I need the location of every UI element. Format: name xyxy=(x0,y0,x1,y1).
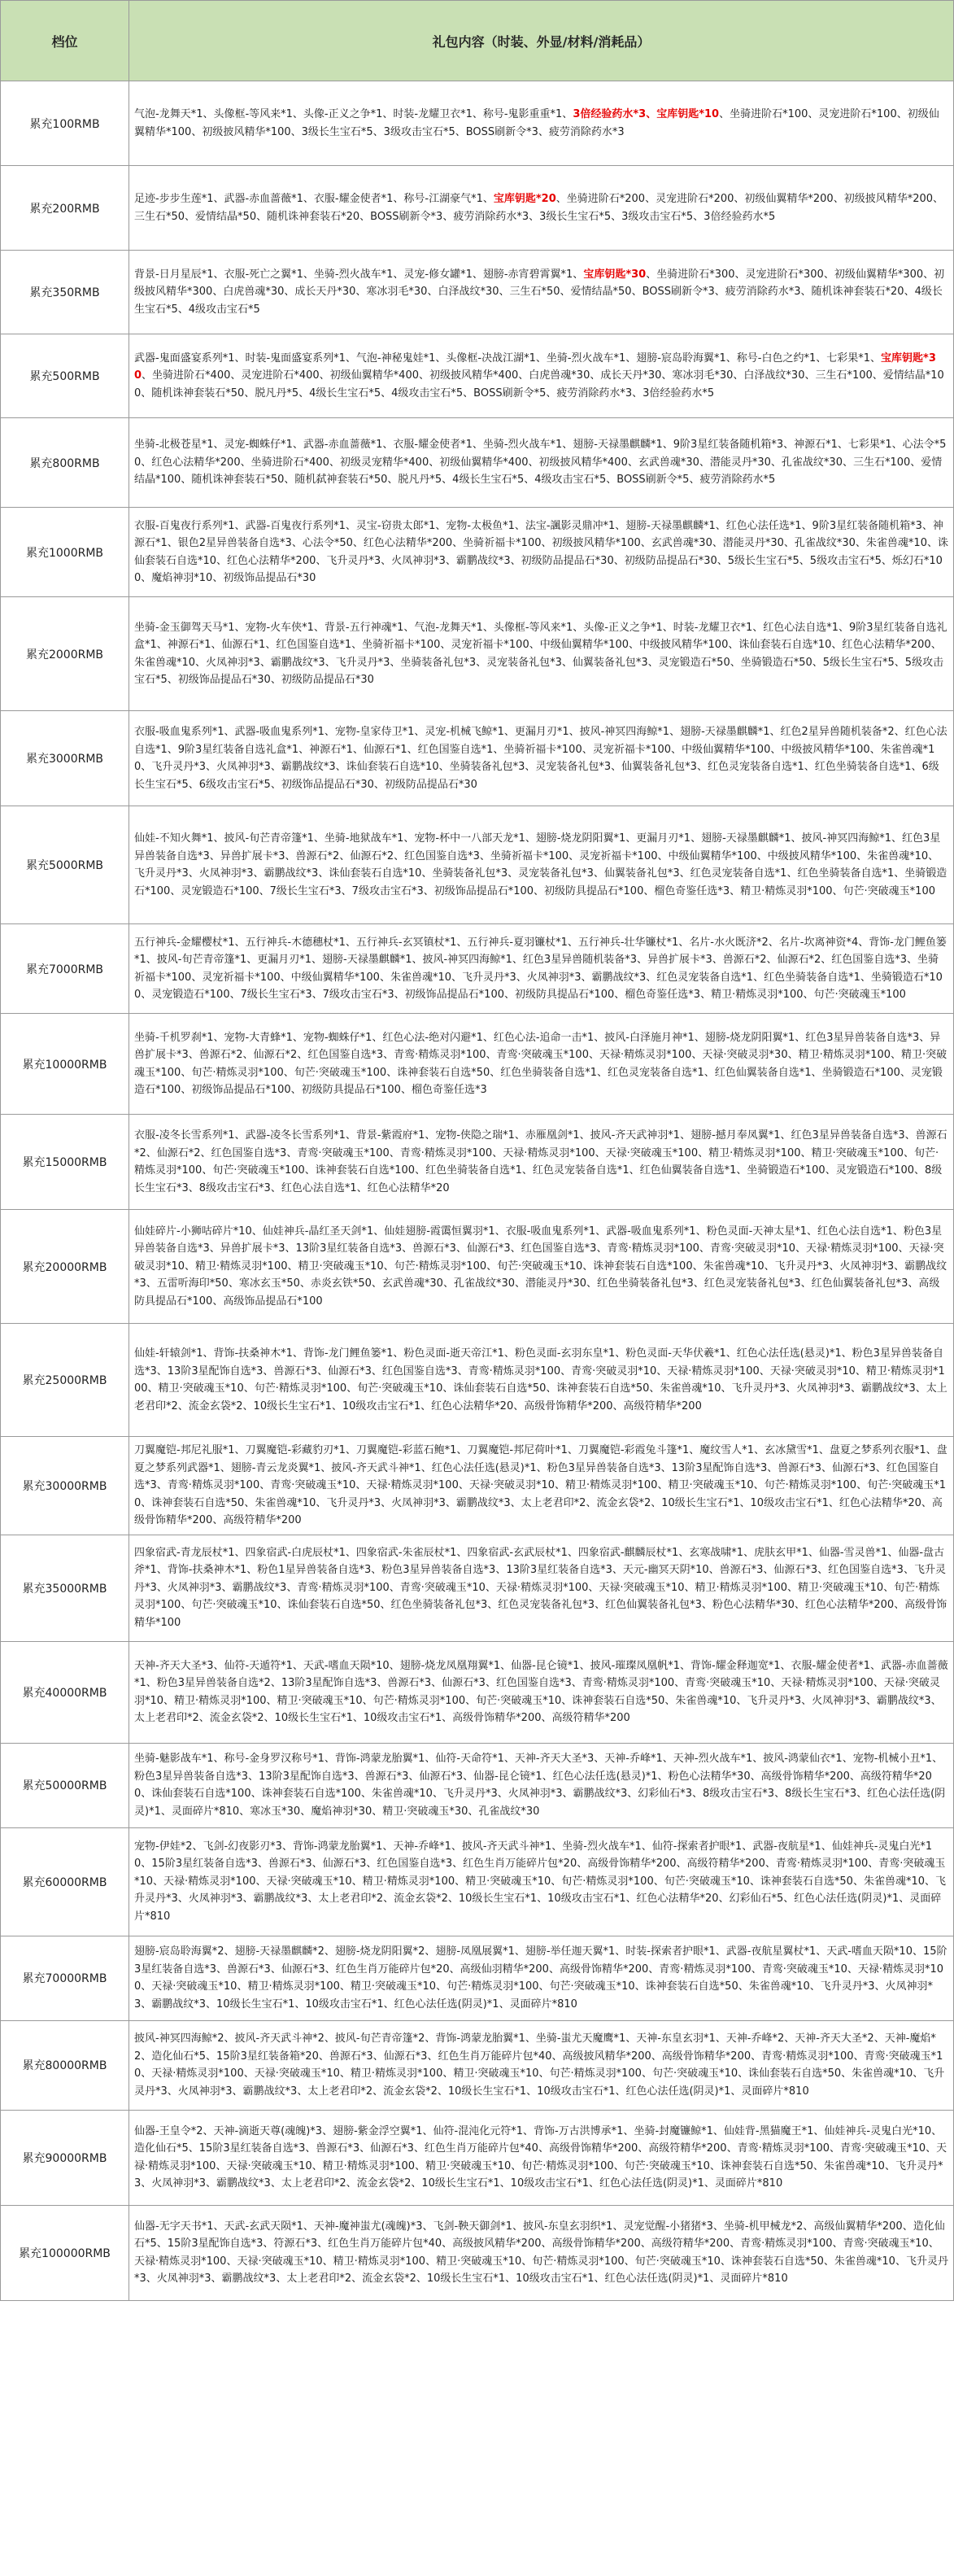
content-cell: 仙娃-轩辕剑*1、背饰-扶桑神木*1、背饰-龙门鲤鱼篓*1、粉色灵面-逝天帝江*1、粉色灵面-玄羽东皇*1、粉色灵面-天华伏羲*1、红色心法任选(悬灵)*1、粉色3星异兽装备自选*3、13阶3星配饰自选*3、兽源石*3、仙源石*3、红色国鉴自选*3、青鸾·精炼灵羽*100、青鸾·突破灵羽*10、天禄·精炼灵羽*100、天禄·突破灵羽*10、精卫·精炼灵羽*100、精卫·突破魂玉*10、句芒·精炼灵羽*100、旬芒·突破魂玉*10、诛仙套装石自选*50、诛神套装石自选*50、朱雀兽魂*10、飞升灵丹*3、火凤神羽*3、霸鹏战纹*3、太上老君印*2、流金玄袋*2、10级长生宝石*1、10级攻击宝石*1、红色心法精华*20、高级骨饰精华*200、高级符精华*200 xyxy=(129,1324,954,1437)
table-row xyxy=(1,166,954,251)
content-cell: 披风-神冥四海鲸*2、披风-齐天武斗神*2、披风-旬芒青帝篷*2、背饰-鸿蒙龙胎翼*1、坐骑-蚩尤天魔鹰*1、天神-东皇玄羽*1、天神-乔峰*2、天神-齐天大圣*2、天神-魔焰*2、造化仙石*5、15阶3星红装备箱*20、兽源石*3、仙源石*3、红色生肖万能碎片包*40、高级披风精华*200、高级骨饰精华*200、青鸾·精炼灵羽*100、青鸾·突破魂玉*10、天禄·精炼灵羽*100、天禄·突破魂玉*10、精卫·精炼灵羽*100、精卫·突破魂玉*10、句芒·精炼灵羽*100、句芒·突破魂玉*10、诛仙套装石自选*50、朱雀兽魂*10、飞升灵丹*3、火凤神羽*3、霸鹏战纹*3、太上老君印*2、流金玄袋*2、10级长生宝石*1、10级攻击宝石*1、红色心法任选(阴灵)*1、灵面碎片*810 xyxy=(129,2020,954,2110)
table-row xyxy=(1,1014,954,1115)
highlight-text: 3倍经验药水*3、宝库钥匙*10 xyxy=(573,108,720,120)
tier-cell: 累充350RMB xyxy=(1,251,129,334)
tier-cell: 累充800RMB xyxy=(1,418,129,508)
content-cell: 背景-日月星辰*1、衣服-死亡之翼*1、坐骑-烈火战车*1、灵宠-修女罐*1、翅膀-赤宵碧霄翼*1、宝库钥匙*30、坐骑进阶石*300、灵宠进阶石*300、初级仙翼精华*300、初级披风精华*300、白虎兽魂*30、成长天丹*30、寒冰羽毛*30、白泽战纹*30、三生石*50、爱情结晶*50、BOSS刷新令*3、疲劳消除药水*3、随机诛神套装石*20、4级长生宝石*5、4级攻击宝石*5 xyxy=(129,251,954,334)
tier-cell: 累充5000RMB xyxy=(1,806,129,924)
table-row xyxy=(1,1324,954,1437)
tier-cell: 累充60000RMB xyxy=(1,1827,129,1936)
tier-cell: 累充500RMB xyxy=(1,334,129,418)
table-row xyxy=(1,1210,954,1324)
tier-cell: 累充30000RMB xyxy=(1,1437,129,1535)
tier-cell: 累充100RMB xyxy=(1,81,129,166)
table-row xyxy=(1,2020,954,2110)
tier-cell: 累充50000RMB xyxy=(1,1743,129,1827)
tier-cell: 累充200RMB xyxy=(1,166,129,251)
content-cell: 衣服-百鬼夜行系列*1、武器-百鬼夜行系列*1、灵宝-窃贵太郎*1、宠物-太极鱼*1、法宝-諷影灵鼎冲*1、翅膀-天禄墨麒麟*1、红色心法任选*1、9阶3星红装备随机箱*3、神源石*1、银色2星异兽装备自选*3、心法令*50、红色心法精华*200、坐骑祈福卡*100、初级披风精华*100、玄武兽魂*30、潜能灵丹*30、孔雀战纹*30、朱雀兽魂*10、诛仙套装石自选*10、红色心法精华*200、飞升灵丹*3、火凤神羽*3、霸鹏战纹*3、初级防品提品石*30、初级防品提品石*30、5级长生宝石*5、5级攻击宝石*5、烁幻石*100、魔焰神羽*10、初级饰品提品石*30 xyxy=(129,508,954,597)
tier-cell: 累充90000RMB xyxy=(1,2110,129,2205)
highlight-text: 宝库钥匙*20 xyxy=(493,193,556,205)
content-cell: 宠物-伊娃*2、飞剑-幻夜影刃*3、背饰-鸿蒙龙胎翼*1、天神-乔峰*1、披风-齐天武斗神*1、坐骑-烈火战车*1、仙符-探索者护眼*1、武器-夜航星*1、仙娃神兵-灵鬼白光*10、15阶3星红装备自选*3、兽源石*3、仙源石*3、红色国鉴自选*3、红色生肖万能碎片包*20、高级骨饰精华*200、高级符精华*200、青鸾·精炼灵羽*100、青鸾·突破魂玉*10、天禄·精炼灵羽*100、天禄·突破魂玉*10、精卫·精炼灵羽*100、精卫·突破魂玉*10、旬芒·精炼灵羽*100、旬芒·突破魂玉*10、诛神套装石自选*50、朱雀兽魂*10、飞升灵丹*3、火凤神羽*3、霸鹏战纹*3、太上老君印*2、流金玄袋*2、10级长生宝石*1、10级攻击宝石*1、红色心法精华*20、幻彩仙石*5、红色心法任选(阴灵)*1、灵面碎片*810 xyxy=(129,1827,954,1936)
content-cell: 坐骑-魅影战车*1、称号-金身罗汉称号*1、背饰-鸿蒙龙胎翼*1、仙符-天命符*1、天神-齐天大圣*3、天神-乔峰*1、天神-烈火战车*1、披风-鸿蒙仙衣*1、宠物-机械小丑*1、粉色3星异兽装备自选*3、13阶3星配饰自选*3、兽源石*3、仙源石*3、仙器-昆仑镜*1、红色心法任选(悬灵)*1、粉色心法精华*30、高级骨饰精华*200、高级符精华*200、诛仙套装石自选*100、诛神套装石自选*100、朱雀兽魂*10、飞升灵丹*3、火凤神羽*3、霸鹏战纹*3、幻彩仙石*3、8级攻击宝石*3、8级长生宝石*3、红色心法任选(阴灵)*1、灵面碎片*810、寒冰玉*30、魔焰神羽*30、精卫·突破魂玉*30、孔雀战纹*30 xyxy=(129,1743,954,1827)
tier-cell: 累充15000RMB xyxy=(1,1115,129,1210)
table-row xyxy=(1,924,954,1014)
tier-cell: 累充2000RMB xyxy=(1,597,129,711)
table-row xyxy=(1,334,954,418)
content-cell: 天神-齐天大圣*3、仙符-天遁符*1、天武-嗜血天陨*10、翅膀-烧龙凤凰翔翼*1、仙器-昆仑镜*1、披风-璀璨凤凰帆*1、背饰-耀金释迦宽*1、衣服-耀金使者*1、武器-赤血蔷薇*1、粉色3星异兽装备自选*2、13阶3星配饰自选*3、兽源石*3、仙源石*3、红色国鉴自选*3、青鸾·精炼灵羽*100、青鸾·突破魂玉*10、天禄·精炼灵羽*100、天禄·突破灵羽*10、精卫·精炼灵羽*100、精卫·突破魂玉*10、句芒·精炼灵羽*100、旬芒·突破魂玉*10、诛神套装石自选*50、朱雀兽魂*10、飞升灵丹*3、火凤神羽*3、霸鹏战纹*3、太上老君印*2、流金玄袋*2、10级长生宝石*1、10级攻击宝石*1、高级骨饰精华*200、高级符精华*200 xyxy=(129,1641,954,1743)
table-row xyxy=(1,1437,954,1535)
header-tier: 档位 xyxy=(1,1,129,81)
table-row xyxy=(1,418,954,508)
tier-cell: 累充10000RMB xyxy=(1,1014,129,1115)
tier-cell: 累充7000RMB xyxy=(1,924,129,1014)
tier-cell: 累充70000RMB xyxy=(1,1936,129,2020)
highlight-text: 宝库钥匙*30 xyxy=(134,351,936,382)
highlight-text: 宝库钥匙*30 xyxy=(583,268,647,281)
table-row xyxy=(1,2205,954,2300)
table-row xyxy=(1,1743,954,1827)
table-row xyxy=(1,2110,954,2205)
content-cell: 仙娃-不知火舞*1、披风-旬芒青帝篷*1、坐骑-地狱战车*1、宠物-杯中一八部天龙*1、翅膀-烧龙阴阳翼*1、更漏月刃*1、翅膀-天禄墨麒麟*1、披风-神冥四海鲸*1、红色3星异兽装备自选*3、异兽扩展卡*3、兽源石*2、仙源石*2、红色国鉴自选*3、坐骑祈福卡*100、灵宠祈福卡*100、中级仙翼精华*100、中级披风精华*100、朱雀兽魂*10、飞升灵丹*3、火凤神羽*3、霸鹏战纹*3、诛仙套装石自选*10、坐骑装备礼包*3、灵宠装备礼包*3、仙翼装备礼包*3、红色灵宠装备自选*1、红色坐骑装备自选*1、坐骑锻造石*100、灵宠锻造石*100、7级长生宝石*3、7级攻击宝石*3、初级饰品提品石*100、初级防具提品石*100、榴色奇鉴任选*3、精卫·精炼灵羽*100、句芒·突破魂玉*100 xyxy=(129,806,954,924)
tier-cell: 累充100000RMB xyxy=(1,2205,129,2300)
content-cell: 仙器-无字天书*1、天武-玄武天陨*1、天神-魔神蚩尤(魂魄)*3、飞剑-鞅天御剑*1、披风-东皇玄羽织*1、灵宠觉醒-小猪猪*3、坐骑-机甲械龙*2、高级仙翼精华*200、造化仙石*5、15阶3星配饰自选*3、符源石*3、红色生肖万能碎片包*40、高级披风精华*200、高级骨饰精华*200、高级符精华*200、青鸾·精炼灵羽*100、青鸾·突破魂玉*10、天禄·精炼灵羽*100、天禄·突破魂玉*10、精卫·精炼灵羽*100、精卫·突破魂玉*10、旬芒·精炼灵羽*100、旬芒·突破魂玉*10、诛神套装石自选*50、朱雀兽魂*10、飞升灵丹*3、火凤神羽*3、霸鹏战纹*3、太上老君印*2、流金玄袋*2、10级长生宝石*1、10级攻击宝石*1、红色心法任选(阴灵)*1、灵面碎片*810 xyxy=(129,2205,954,2300)
table-row xyxy=(1,1827,954,1936)
content-cell: 足迹-步步生莲*1、武器-赤血蔷薇*1、衣服-耀金使者*1、称号-江湖豪气*1、宝库钥匙*20、坐骑进阶石*200、灵宠进阶石*200、初级仙翼精华*200、初级披风精华*200、三生石*50、爱情结晶*50、随机诛神套装石*20、BOSS刷新令*3、疲劳消除药水*3、3级长生宝石*5、3级攻击宝石*5、3倍经验药水*5 xyxy=(129,166,954,251)
content-cell: 衣服-吸血鬼系列*1、武器-吸血鬼系列*1、宠物-皇家侍卫*1、灵宠-机械飞鲸*1、更漏月刃*1、披风-神冥四海鲸*1、翅膀-天禄墨麒麟*1、红色2星异兽随机装备*2、红色心法自选*1、9阶3星红装备自选礼盒*1、神源石*1、仙源石*1、红色国鉴自选*1、坐骑祈福卡*100、灵宠祈福卡*100、中级仙翼精华*100、中级披风精华*100、朱雀兽魂*10、飞升灵丹*3、火凤神羽*3、霸鹏战纹*3、诛仙套装石自选*10、坐骑装备礼包*3、灵宠装备礼包*3、仙翼装备礼包*3、红色灵宠装备自选*1、红色坐骑装备自选*1、6级长生宝石*5、6级攻击宝石*5、初级饰品提品石*30、初级防品提品石*30 xyxy=(129,711,954,806)
table-row xyxy=(1,1936,954,2020)
table-row xyxy=(1,508,954,597)
tier-cell: 累充35000RMB xyxy=(1,1535,129,1641)
content-cell: 气泡-龙舞天*1、头像框-等风来*1、头像-正义之争*1、时装-龙耀卫衣*1、称号-鬼影重重*1、3倍经验药水*3、宝库钥匙*10、坐骑进阶石*100、灵宠进阶石*100、初级仙翼精华*100、初级披风精华*100、3级长生宝石*5、3级攻击宝石*5、BOSS刷新令*3、疲劳消除药水*3 xyxy=(129,81,954,166)
tier-cell: 累充40000RMB xyxy=(1,1641,129,1743)
content-cell: 坐骑-金玉御驾天马*1、宠物-火车侠*1、背景-五行神魂*1、气泡-龙舞天*1、头像框-等风来*1、头像-正义之争*1、时装-龙耀卫衣*1、红色心法自选*1、9阶3星红装备自选礼盒*1、神源石*1、仙源石*1、红色国鉴自选*1、坐骑祈福卡*100、灵宠祈福卡*100、中级仙翼精华*100、中级披风精华*100、诛仙套装石自选*10、红色心法精华*200、朱雀兽魂*10、火凤神羽*3、霸鹏战纹*3、飞升灵丹*3、坐骑装备礼包*3、灵宠装备礼包*3、仙翼装备礼包*3、灵宠锻造石*50、坐骑锻造石*50、5级长生宝石*5、5级攻击宝石*5、初级饰品提品石*30、初级防品提品石*30 xyxy=(129,597,954,711)
tier-cell: 累充80000RMB xyxy=(1,2020,129,2110)
content-cell: 刀翼魔铠-邦尼礼服*1、刀翼魔铠-彩藏豹刃*1、刀翼魔铠-彩蓝石鲍*1、刀翼魔铠-邦尼荷叶*1、刀翼魔铠-彩霞兔斗篷*1、魔纹雪人*1、玄冰黛雪*1、盘夏之梦系列衣服*1、盘夏之梦系列武器*1、翅膀-青云龙炎翼*1、披风-齐天武斗神*1、红色心法任选(悬灵)*1、粉色3星异兽装备自选*3、13阶3星配饰自选*3、兽源石*3、仙源石*3、红色国鉴自选*3、青鸾·精炼灵羽*100、青鸾·突破魂玉*10、天禄·精炼灵羽*100、天禄·突破灵羽*10、精卫·精炼灵羽*100、精卫·突破魂玉*10、句芒·精炼灵羽*100、旬芒·突破魂玉*10、诛神套装石自选*50、朱雀兽魂*10、飞升灵丹*3、火凤神羽*3、霸鹏战纹*3、太上老君印*2、流金玄袋*2、10级长生宝石*1、10级攻击宝石*1、红色心法精华*20、高级骨饰精华*200、高级符精华*200 xyxy=(129,1437,954,1535)
header-content: 礼包内容（时装、外显/材料/消耗品） xyxy=(129,1,954,81)
content-cell: 四象宿武-青龙辰杖*1、四象宿武-白虎辰杖*1、四象宿武-朱雀辰杖*1、四象宿武-玄武辰杖*1、四象宿武-麒麟辰杖*1、玄寒战啸*1、虎肤玄甲*1、仙器-雪灵兽*1、仙器-盘古斧*1、背饰-扶桑神木*1、粉色1星异兽装备自选*3、粉色3星异兽装备自选*3、13阶3星红装备自选*3、天元-幽冥天阴*10、兽源石*3、仙源石*3、红色国鉴自选*3、飞升灵丹*3、火凤神羽*3、霸鹏战纹*3、青鸾·精炼灵羽*100、青鸾·突破魂玉*10、天禄·精炼灵羽*100、天禄·突破魂玉*10、精卫·精炼灵羽*100、精卫·突破魂玉*10、旬芒·精炼灵羽*100、句芒·突破魂玉*10、诛仙套装石自选*50、红色坐骑装备礼包*3、红色灵宠装备礼包*3、红色仙翼装备礼包*3、粉色心法精华*30、红色心法精华*200、高级骨饰精华*100 xyxy=(129,1535,954,1641)
table-row xyxy=(1,711,954,806)
content-cell: 仙器-王皇令*2、天神-滴逝天尊(魂魄)*3、翅膀-紫金浮空翼*1、仙符-混沌化元符*1、背饰-万古洪博承*1、坐骑-封魔镰鲸*1、仙娃背-黑猫魔王*1、仙娃神兵-灵鬼白光*10、造化仙石*5、15阶3星红装备自选*3、兽源石*3、仙源石*3、红色生肖万能碎片包*40、高级骨饰精华*200、高级符精华*200、青鸾·精炼灵羽*100、青鸾·突破魂玉*10、天禄·精炼灵羽*100、天禄·突破魂玉*10、精卫·精炼灵羽*100、精卫·突破魂玉*10、旬芒·精炼灵羽*100、句芒·突破魂玉*10、诛神套装石自选*50、朱雀兽魂*10、飞升灵丹*3、火凤神羽*3、霸鹏战纹*3、太上老君印*2、流金玄袋*2、10级长生宝石*1、10级攻击宝石*1、红色心法任选(阴灵)*1、灵面碎片*810 xyxy=(129,2110,954,2205)
content-cell: 仙娃碎片-小狮咕碎片*10、仙娃神兵-晶红圣天剑*1、仙娃翅膀-霞霭恒翼羽*1、衣服-吸血鬼系列*1、武器-吸血鬼系列*1、粉色灵面-天神太星*1、红色心法自选*1、粉色3星异兽装备自选*3、异兽扩展卡*3、13阶3星红装备自选*3、兽源石*3、仙源石*3、红色国鉴自选*3、青鸾·精炼灵羽*100、青鸾·突破灵羽*10、天禄·精炼灵羽*100、天禄·突破灵羽*10、精卫·精炼灵羽*100、精卫·突破魂玉*10、句芒·精炼灵羽*100、旬芒·突破魂玉*10、诛神套装石自选*100、朱雀兽魂*10、飞升灵丹*3、火凤神羽*3、霸鹏战纹*3、五雷听海印*50、寒冰玄玉*50、赤炎玄铁*50、玄武兽魂*30、孔雀战纹*30、潜能灵丹*30、红色坐骑装备礼包*3、红色灵宠装备礼包*3、红色仙翼装备礼包*3、高级防具提品石*100、高级饰品提品石*100 xyxy=(129,1210,954,1324)
table-row xyxy=(1,1535,954,1641)
table-row xyxy=(1,81,954,166)
content-cell: 武器-鬼面盛宴系列*1、时装-鬼面盛宴系列*1、气泡-神秘鬼娃*1、头像框-决战江湖*1、坐骑-烈火战车*1、翅膀-宸岛聆海翼*1、称号-白色之约*1、七彩果*1、宝库钥匙*30、坐骑进阶石*400、灵宠进阶石*400、初级仙翼精华*400、初级披风精华*400、白虎兽魂*30、成长天丹*30、寒冰羽毛*30、白泽战纹*30、三生石*100、爱情结晶*100、随机诛神套装石*50、脱凡丹*5、4级长生宝石*5、4级攻击宝石*5、BOSS刷新令*5、疲劳消除药水*3、3倍经验药水*5 xyxy=(129,334,954,418)
tier-cell: 累充1000RMB xyxy=(1,508,129,597)
content-cell: 五行神兵-金耀樱杖*1、五行神兵-木德穗杖*1、五行神兵-玄冥镇杖*1、五行神兵-夏羽镰杖*1、五行神兵-壮华镰杖*1、名片-水火既济*2、名片-坎离神资*4、背饰-龙门鲤鱼篓*1、披风-旬芒青帝篷*1、更漏月刃*1、翅膀-天禄墨麒麟*1、披风-神冥四海鲸*1、红色3星异兽随机装备*3、异兽扩展卡*3、兽源石*2、仙源石*2、红色国鉴自选*3、坐骑祈福卡*100、灵宠祈福卡*100、中级仙翼精华*100、朱雀兽魂*10、飞升灵丹*3、火凤神羽*3、霸鹏战纹*3、红色灵宠装备自选*1、红色坐骑装备自选*1、坐骑锻造石*100、灵宠锻造石*100、7级长生宝石*3、7级攻击宝石*3、初级饰品提品石*100、初级防具提品石*100、榴色奇鉴任选*3、精卫·精炼灵羽*100、句芒·突破魂玉*100 xyxy=(129,924,954,1014)
table-row xyxy=(1,1115,954,1210)
table-row xyxy=(1,597,954,711)
content-cell: 坐骑-千机罗刹*1、宠物-大青蜂*1、宠物-蜘蛛仔*1、红色心法-绝对闪避*1、红色心法-追命一击*1、披风-白泽施月神*1、翅膀-烧龙阴阳翼*1、红色3星异兽装备自选*3、异兽扩展卡*3、兽源石*2、仙源石*2、红色国鉴自选*3、青鸾·精炼灵羽*100、青鸾·突破魂玉*100、天禄·精炼灵羽*100、天禄·突破灵羽*30、精卫·精炼灵羽*100、精卫·突破魂玉*100、旬芒·精炼灵羽*100、旬芒·突破魂玉*100、诛神套装石自选*50、红色坐骑装备自选*1、红色灵宠装备自选*1、红色仙翼装备自选*1、坐骑锻造石*100、灵宠锻造石*100、初级饰品提品石*100、初级防具提品石*100、榴色奇鉴任选*3 xyxy=(129,1014,954,1115)
header-row xyxy=(1,1,954,81)
table-body xyxy=(1,81,954,2301)
content-cell: 坐骑-北极苍星*1、灵宠-蜘蛛仔*1、武器-赤血蔷薇*1、衣服-耀金使者*1、坐骑-烈火战车*1、翅膀-天禄墨麒麟*1、9阶3星红装备随机箱*3、神源石*1、七彩果*1、心法令*50、红色心法精华*200、坐骑进阶石*400、初级灵宠精华*400、初级仙翼精华*400、初级披风精华*400、玄武兽魂*30、潜能灵丹*30、孔雀战纹*30、三生石*100、爱情结晶*100、随机诛神套装石*50、随机弑神套装石*50、脱凡丹*5、4级长生宝石*5、4级攻击宝石*5、BOSS刷新令*5、疲劳消除药水*5 xyxy=(129,418,954,508)
tier-cell: 累充20000RMB xyxy=(1,1210,129,1324)
content-cell: 衣服-凌冬长雪系列*1、武器-凌冬长雪系列*1、背景-紫霞府*1、宠物-侠隐之瑞*1、赤雁凰剑*1、披风-齐天武神羽*1、翅膀-撼月奉凤翼*1、红色3星异兽装备自选*3、兽源石*2、仙源石*2、红色国鉴自选*3、青鸾·突破魂玉*100、青鸾·精炼灵羽*100、天禄·精炼灵羽*100、天禄·突破魂玉*100、精卫·精炼灵羽*100、精卫·突破魂玉*100、旬芒·精炼灵羽*100、旬芒·突破魂玉*100、诛神套装石自选*100、红色坐骑装备自选*1、红色灵宠装备自选*1、红色仙翼装备自选*1、坐骑锻造石*100、灵宠锻造石*100、8级长生宝石*3、8级攻击宝石*3、红色心法自选*1、红色心法精华*20 xyxy=(129,1115,954,1210)
tier-cell: 累充3000RMB xyxy=(1,711,129,806)
content-cell: 翅膀-宸岛聆海翼*2、翅膀-天禄墨麒麟*2、翅膀-烧龙阴阳翼*2、翅膀-凤凰展翼*1、翅膀-举任迦天翼*1、时装-探索者护眼*1、武器-夜航星翼杖*1、天武-嗜血天陨*10、15阶3星红装备自选*3、兽源石*3、仙源石*3、红色生肖万能碎片包*20、高级仙羽精华*200、高级骨饰精华*200、青鸾·精炼灵羽*100、青鸾·突破魂玉*10、天禄·精炼灵羽*100、天禄·突破魂玉*10、精卫·精炼灵羽*100、精卫·突破魂玉*10、句芒·精炼灵羽*100、句芒·突破魂玉*10、诛神套装石自选*50、朱雀兽魂*10、飞升灵丹*3、火凤神羽*3、霸鹏战纹*3、10级长生宝石*1、10级攻击宝石*1、红色心法任选(阴灵)*1、灵面碎片*810 xyxy=(129,1936,954,2020)
table-row xyxy=(1,806,954,924)
tier-cell: 累充25000RMB xyxy=(1,1324,129,1437)
table-row xyxy=(1,251,954,334)
table-row xyxy=(1,1641,954,1743)
